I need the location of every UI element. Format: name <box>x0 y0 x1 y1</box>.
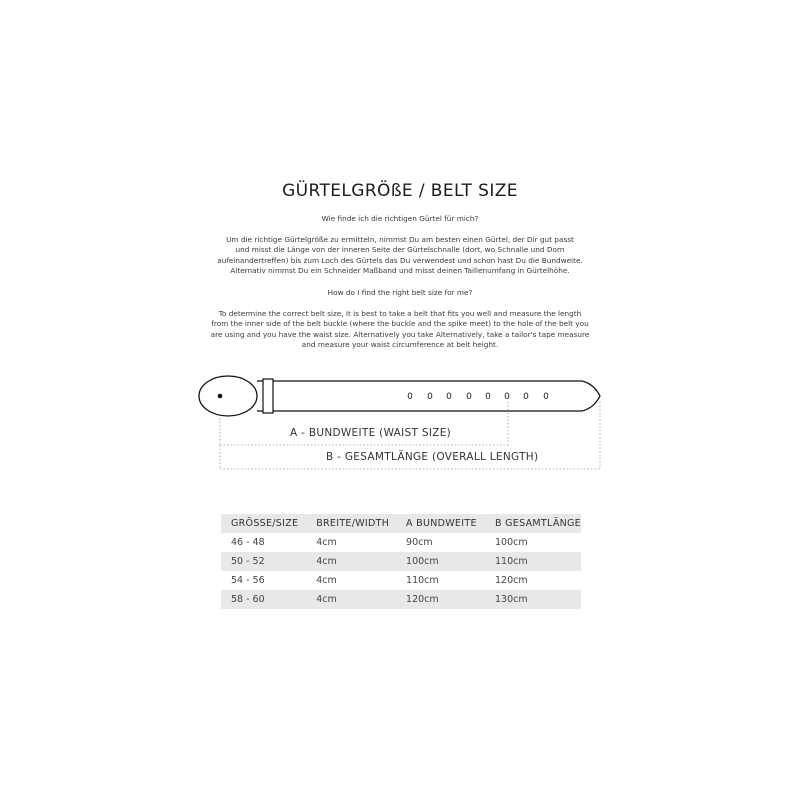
german-paragraph <box>180 235 620 277</box>
column-header-length: B GESAMTLÄNGE <box>485 514 581 533</box>
english-line: from the inner side of the belt buckle (where the buckle and the spike meet) to the hole of the belt you <box>211 319 589 329</box>
german-line: und misst die Länge von der inneren Seite der Gürtelschnalle (dort, wo Schnalle und Dorn <box>235 245 565 255</box>
overall-length-label: B - GESAMTLÄNGE (OVERALL LENGTH) <box>326 451 539 463</box>
cell-size: 50 - 52 <box>221 552 306 571</box>
column-header-waist: A BUNDWEITE <box>396 514 485 533</box>
cell-length: 120cm <box>495 575 528 586</box>
table-row <box>221 571 581 590</box>
english-line: are using and you have the waist size. Alternatively you take Alternatively, take a tailor's tape measure <box>210 329 590 339</box>
belt-hole: 0 <box>446 392 452 402</box>
belt-hole: 0 <box>504 392 510 402</box>
buckle-prong <box>218 394 223 399</box>
belt-hole: 0 <box>407 392 413 402</box>
belt-hole: 0 <box>523 392 529 402</box>
belt-hole: 0 <box>466 392 472 402</box>
belt-hole: 0 <box>427 392 433 402</box>
belt-keeper-loop <box>263 379 273 413</box>
english-line: To determine the correct belt size, it is best to take a belt that fits you well and measure the length <box>218 309 582 318</box>
column-header-size: GRÖSSE/SIZE <box>221 514 306 533</box>
table-row <box>221 533 581 552</box>
english-paragraph <box>180 309 620 351</box>
cell-length: 130cm <box>485 590 581 609</box>
table-row <box>221 552 581 571</box>
cell-waist: 110cm <box>406 575 439 586</box>
english-question: How do I find the right belt size for me? <box>327 288 473 297</box>
belt-hole: 0 <box>543 392 549 402</box>
cell-waist: 100cm <box>396 552 485 571</box>
cell-waist: 90cm <box>406 537 433 548</box>
page-title: GÜRTELGRÖßE / BELT SIZE <box>282 181 518 201</box>
buckle-frame <box>199 376 257 416</box>
german-question: Wie finde ich die richtigen Gürtel für mich? <box>321 214 479 223</box>
cell-size: 46 - 48 <box>231 537 265 548</box>
waist-size-label: A - BUNDWEITE (WAIST SIZE) <box>290 427 452 439</box>
german-line: Alternativ nimmst Du ein Schneider Maßband und misst deinen Taillenumfang in Gürtelhöhe. <box>230 266 570 276</box>
belt-hole: 0 <box>485 392 491 402</box>
cell-length: 100cm <box>495 537 528 548</box>
english-line: and measure your waist circumference at belt height. <box>301 340 499 350</box>
cell-size: 54 - 56 <box>231 575 265 586</box>
column-header-width: BREITE/WIDTH <box>306 514 396 533</box>
cell-width: 4cm <box>316 575 337 586</box>
german-line: aufeinandertreffen) bis zum Loch des Gürtels das Du verwendest und schon hast Du die Bundweite. <box>217 255 583 265</box>
cell-width: 4cm <box>316 537 337 548</box>
cell-length: 110cm <box>485 552 581 571</box>
table-row <box>221 590 581 609</box>
cell-width: 4cm <box>306 552 396 571</box>
german-line: Um die richtige Gürtelgröße zu ermitteln, nimmst Du am besten einen Gürtel, der Dir gut passt <box>226 235 574 244</box>
cell-waist: 120cm <box>396 590 485 609</box>
cell-width: 4cm <box>306 590 396 609</box>
table-header-row <box>221 514 581 533</box>
cell-size: 58 - 60 <box>221 590 306 609</box>
size-table <box>221 514 581 609</box>
